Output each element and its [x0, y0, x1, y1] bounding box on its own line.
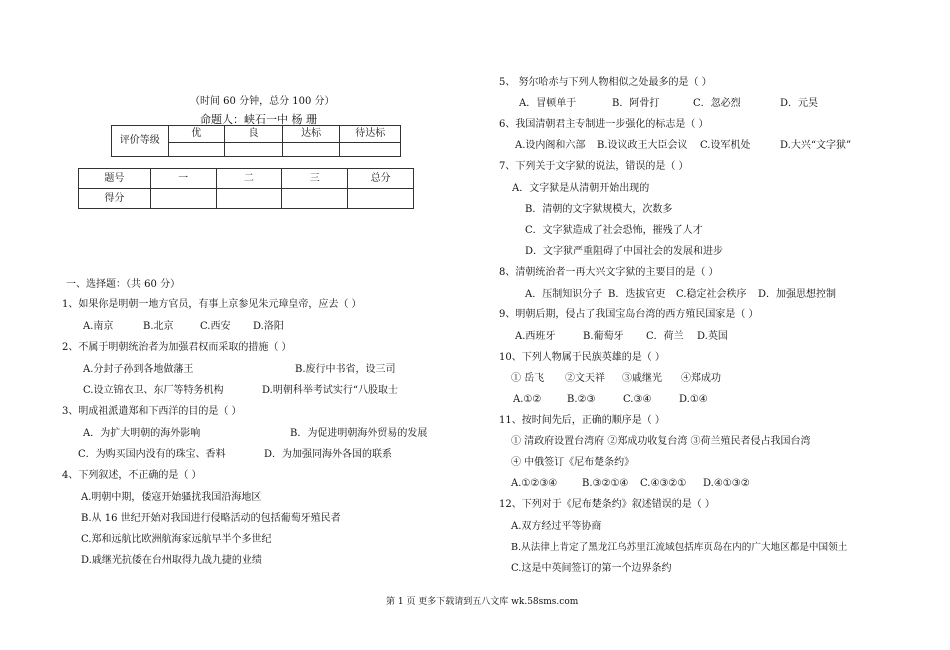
option[interactable]: A．冒顿单于	[519, 98, 577, 109]
score-table	[78, 168, 414, 209]
option[interactable]: C.设军机处	[700, 140, 751, 151]
option[interactable]: A.双方经过平等协商	[511, 521, 602, 532]
item: ③戚继光	[622, 373, 662, 384]
item: ④郑成功	[681, 373, 721, 384]
option[interactable]: B.③②①④	[582, 478, 629, 489]
question-stem: 4、下列叙述，不正确的是（ ）	[62, 470, 202, 481]
option[interactable]: B.②③	[567, 394, 596, 405]
question-stem: 3、明成祖派遣郑和下西洋的目的是（ ）	[62, 406, 242, 417]
option[interactable]: A.明朝中期，倭寇开始骚扰我国沿海地区	[81, 492, 262, 503]
eval-col-2: 良	[225, 126, 283, 143]
option[interactable]: B.废行中书省，设三司	[295, 364, 396, 375]
score-col-2: 二	[216, 169, 282, 189]
option[interactable]: D．为加强同海外各国的联系	[264, 449, 393, 460]
option[interactable]: B．为促进明朝海外贸易的发展	[290, 428, 428, 439]
option[interactable]: B．阿骨打	[612, 98, 660, 109]
eval-col-1: 优	[168, 126, 225, 143]
option[interactable]: C．荷兰	[646, 331, 684, 342]
score-row-label: 得分	[79, 189, 151, 209]
option[interactable]: A.分封子孙到各地做藩王	[83, 364, 194, 375]
eval-cell[interactable]	[340, 143, 401, 157]
score-col-4: 总分	[348, 169, 414, 189]
option[interactable]: D．加强思想控制	[758, 289, 837, 300]
question-stem: 9、明朝后期，侵占了我国宝岛台湾的西方殖民国家是（ ）	[499, 309, 759, 320]
option[interactable]: D．文字狱严重阻碍了中国社会的发展和进步	[525, 246, 724, 257]
score-col-3: 三	[282, 169, 348, 189]
option[interactable]: C.④③②①	[640, 478, 687, 489]
option[interactable]: A.设内阁和六部	[515, 140, 586, 151]
eval-cell[interactable]	[168, 143, 225, 157]
question-stem: 11、按时间先后，正确的顺序是（ ）	[499, 415, 665, 426]
option[interactable]: D.④①③②	[703, 478, 750, 489]
question-stem: 1、如果你是明朝一地方官员，有事上京参见朱元璋皇帝，应去（ ）	[62, 299, 362, 310]
eval-label: 评价等级	[112, 126, 169, 157]
option[interactable]: B.从法律上肯定了黑龙江乌苏里江流域包括库页岛在内的广大地区都是中国领土	[511, 542, 848, 553]
evaluation-table	[111, 125, 401, 157]
option[interactable]: B.葡萄牙	[583, 331, 624, 342]
option[interactable]: C.西安	[200, 321, 231, 332]
option[interactable]: C．忽必烈	[693, 98, 741, 109]
score-cell[interactable]	[282, 189, 348, 209]
option[interactable]: C.设立锦衣卫、东厂等特务机构	[83, 385, 224, 396]
option[interactable]: D.大兴“文字狱”	[780, 140, 852, 151]
eval-cell[interactable]	[225, 143, 283, 157]
option[interactable]: B.从 16 世纪开始对我国进行侵略活动的包括葡萄牙殖民者	[81, 513, 341, 524]
option[interactable]: C．文字狱造成了社会恐怖，摧残了人才	[525, 225, 703, 236]
option[interactable]: B.设议政王大臣会议	[597, 140, 688, 151]
option[interactable]: D.明朝科举考试实行“八股取士	[262, 385, 398, 396]
option[interactable]: A.①②③④	[511, 478, 558, 489]
option[interactable]: A．为扩大明朝的海外影响	[83, 428, 201, 439]
eval-col-3: 达标	[282, 126, 340, 143]
option[interactable]: A．压制知识分子	[525, 289, 603, 300]
question-stem: 10、下列人物属于民族英雄的是（ ）	[499, 352, 665, 363]
question-stem: 6、我国清朝君主专制进一步强化的标志是（ ）	[499, 119, 709, 130]
eval-col-4: 待达标	[340, 126, 401, 143]
score-col-1: 一	[150, 169, 216, 189]
option[interactable]: D．元昊	[780, 98, 819, 109]
option[interactable]: A．文字狱是从清朝开始出现的	[512, 183, 650, 194]
exam-time-info: （时间 60 分钟，总分 100 分）	[190, 96, 335, 107]
item-line: ① 清政府设置台湾府 ②郑成功收复台湾 ③荷兰殖民者侵占我国台湾	[511, 436, 811, 447]
option[interactable]: A.南京	[83, 321, 114, 332]
question-stem: 12、下列对于《尼布楚条约》叙述错误的是（ ）	[499, 499, 715, 510]
section-heading: 一、选择题：（共 60 分）	[66, 279, 181, 290]
question-stem: 5、 努尔哈赤与下列人物相似之处最多的是（ ）	[499, 77, 712, 88]
item-line: ④ 中俄签订《尼布楚条约》	[511, 457, 635, 468]
option[interactable]: B．清朝的文字狱规模大，次数多	[525, 204, 673, 215]
option[interactable]: A.①②	[513, 394, 542, 405]
option[interactable]: D.英国	[697, 331, 728, 342]
question-stem: 2、不属于明朝统治者为加强君权而采取的措施（ ）	[62, 342, 292, 353]
score-row-label: 题号	[79, 169, 151, 189]
item: ②文天祥	[565, 373, 605, 384]
option[interactable]: B.北京	[143, 321, 174, 332]
option[interactable]: A.西班牙	[515, 331, 556, 342]
question-stem: 8、清朝统治者一再大兴文字狱的主要目的是（ ）	[499, 267, 719, 278]
score-cell[interactable]	[348, 189, 414, 209]
eval-cell[interactable]	[282, 143, 340, 157]
option[interactable]: C.郑和远航比欧洲航海家远航早半个多世纪	[81, 534, 272, 545]
option[interactable]: C.③④	[623, 394, 652, 405]
option[interactable]: D.洛阳	[253, 321, 284, 332]
score-cell[interactable]	[216, 189, 282, 209]
option[interactable]: C．为购买国内没有的珠宝、香料	[78, 449, 226, 460]
score-cell[interactable]	[150, 189, 216, 209]
page-footer: 第 1 页 更多下载请到五八文库 wk.58sms.com	[386, 597, 579, 607]
option[interactable]: C.这是中英间签订的第一个边界条约	[511, 563, 672, 574]
question-stem: 7、下列关于文字狱的说法，错误的是（ ）	[499, 161, 689, 172]
option[interactable]: D.①④	[679, 394, 708, 405]
item: ① 岳飞	[511, 373, 545, 384]
option[interactable]: C.稳定社会秩序	[676, 289, 747, 300]
option[interactable]: D.戚继光抗倭在台州取得九战九捷的业绩	[81, 555, 262, 566]
option[interactable]: B．迭拔官吏	[608, 289, 666, 300]
exam-author: 命题人：峡石一中 杨 珊	[200, 113, 317, 126]
